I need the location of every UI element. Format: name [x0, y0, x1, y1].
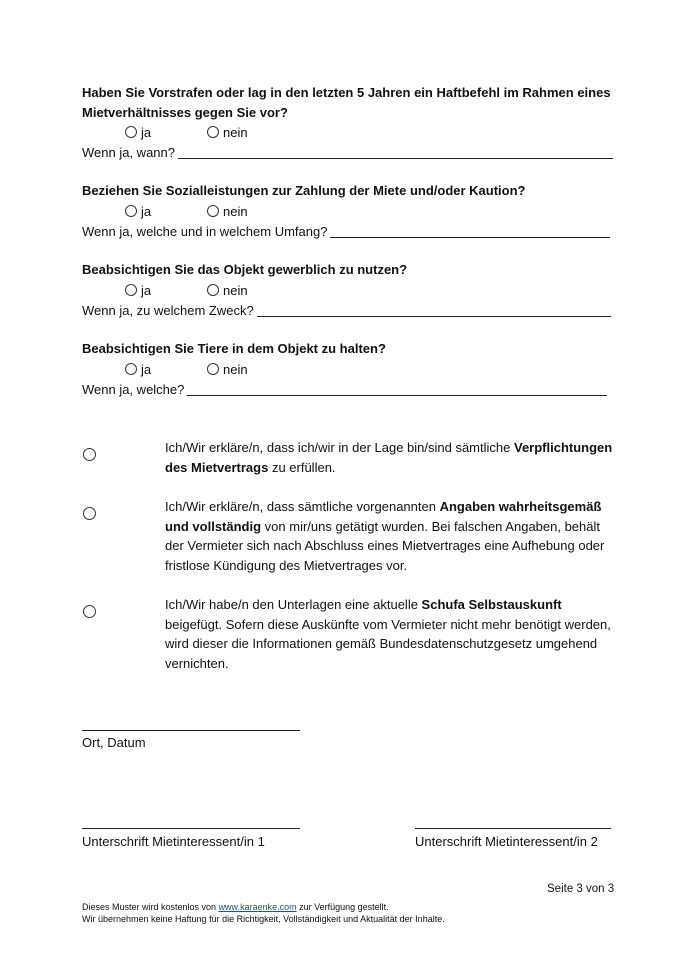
footer-text: Dieses Muster wird kostenlos von [82, 902, 219, 912]
question-title: Beziehen Sie Sozialleistungen zur Zahlung der Miete und/oder Kaution? [82, 183, 526, 198]
radio-nein[interactable] [207, 284, 219, 296]
radio-nein-label: nein [223, 203, 248, 219]
statement-text [165, 595, 615, 673]
signature-line-1[interactable] [82, 828, 300, 829]
footer-text: zur Verfügung gestellt. [296, 902, 389, 912]
statement-checkbox[interactable] [83, 507, 96, 520]
followup-input[interactable] [178, 144, 613, 159]
radio-nein[interactable] [207, 205, 219, 217]
followup-input[interactable] [330, 223, 610, 238]
radio-nein-label: nein [223, 361, 248, 377]
followup-input[interactable] [187, 381, 607, 396]
question-title: Beabsichtigen Sie das Objekt gewerblich zu nutzen? [82, 262, 408, 277]
text: Ich/Wir habe/n den Unterlagen eine aktuelle [165, 597, 422, 612]
bold-text: Schufa Selbstauskunft [421, 597, 562, 612]
radio-nein-label: nein [223, 282, 248, 298]
statement-checkbox[interactable] [83, 605, 96, 618]
radio-ja[interactable] [125, 126, 137, 138]
signature-line-2[interactable] [415, 828, 611, 829]
text: Ich/Wir erkläre/n, dass ich/wir in der Lage bin/sind sämtliche [165, 440, 514, 455]
statement-text [165, 497, 615, 575]
radio-ja-label: ja [141, 361, 152, 377]
footer-disclaimer: Wir übernehmen keine Haftung für die Richtigkeit, Vollständigkeit und Aktualität der Inhalte. [82, 914, 445, 924]
place-date-line[interactable] [82, 730, 300, 731]
footer [82, 901, 445, 925]
followup-input[interactable] [257, 302, 611, 317]
question-title: Beabsichtigen Sie Tiere in dem Objekt zu halten? [82, 341, 386, 356]
radio-ja-label: ja [141, 282, 152, 298]
text: von mir/uns getätigt wurden. Bei falschen Angaben, behält der Vermieter sich nach Abschluss eines Mietvertrages eine Aufhebung oder fristlose Kündigung des Mietvertrages vor. [165, 518, 605, 573]
signature-label-2: Unterschrift Mietinteressent/in 2 [415, 834, 598, 849]
radio-ja[interactable] [125, 205, 137, 217]
text: zu erfüllen. [268, 459, 336, 475]
radio-ja-label: ja [141, 203, 152, 219]
bold-text: Verpflichtungen des Mietvertrags [165, 440, 613, 475]
question-title: Haben Sie Vorstrafen oder lag in den letzten 5 Jahren ein Haftbefehl im Rahmen eines Mietverhältnisses gegen Sie vor? [82, 85, 611, 120]
radio-nein-label: nein [223, 125, 248, 140]
statement-checkbox[interactable] [83, 448, 96, 461]
followup-label: Wenn ja, wann? [82, 145, 175, 160]
question-criminal-record [82, 83, 622, 162]
question-commercial-use [82, 260, 622, 320]
signature-label-1: Unterschrift Mietinteressent/in 1 [82, 834, 265, 849]
radio-nein[interactable] [207, 363, 219, 375]
followup-label: Wenn ja, welche? [82, 381, 185, 397]
question-social-benefits [82, 181, 622, 241]
statement-text [165, 438, 615, 477]
radio-nein[interactable] [207, 126, 219, 138]
radio-ja-label: ja [141, 125, 152, 140]
followup-label: Wenn ja, zu welchem Zweck? [82, 302, 254, 318]
question-pets [82, 339, 622, 399]
page-number: Seite 3 von 3 [547, 883, 615, 895]
radio-ja[interactable] [125, 363, 137, 375]
footer-link[interactable]: www.karaenke.com [218, 902, 297, 912]
place-date-label: Ort, Datum [82, 735, 146, 750]
text: Ich/Wir erkläre/n, dass sämtliche vorgenannten [165, 499, 440, 514]
bold-text: Angaben wahrheitsgemäß und vollständig [165, 499, 602, 534]
followup-label: Wenn ja, welche und in welchem Umfang? [82, 223, 328, 239]
radio-ja[interactable] [125, 284, 137, 296]
text: beigefügt. Sofern diese Auskünfte vom Vermieter nicht mehr benötigt werden, wird dieser die Informationen gemäß Bundesdatenschutzgesetz umgehend vernichten. [165, 616, 611, 671]
